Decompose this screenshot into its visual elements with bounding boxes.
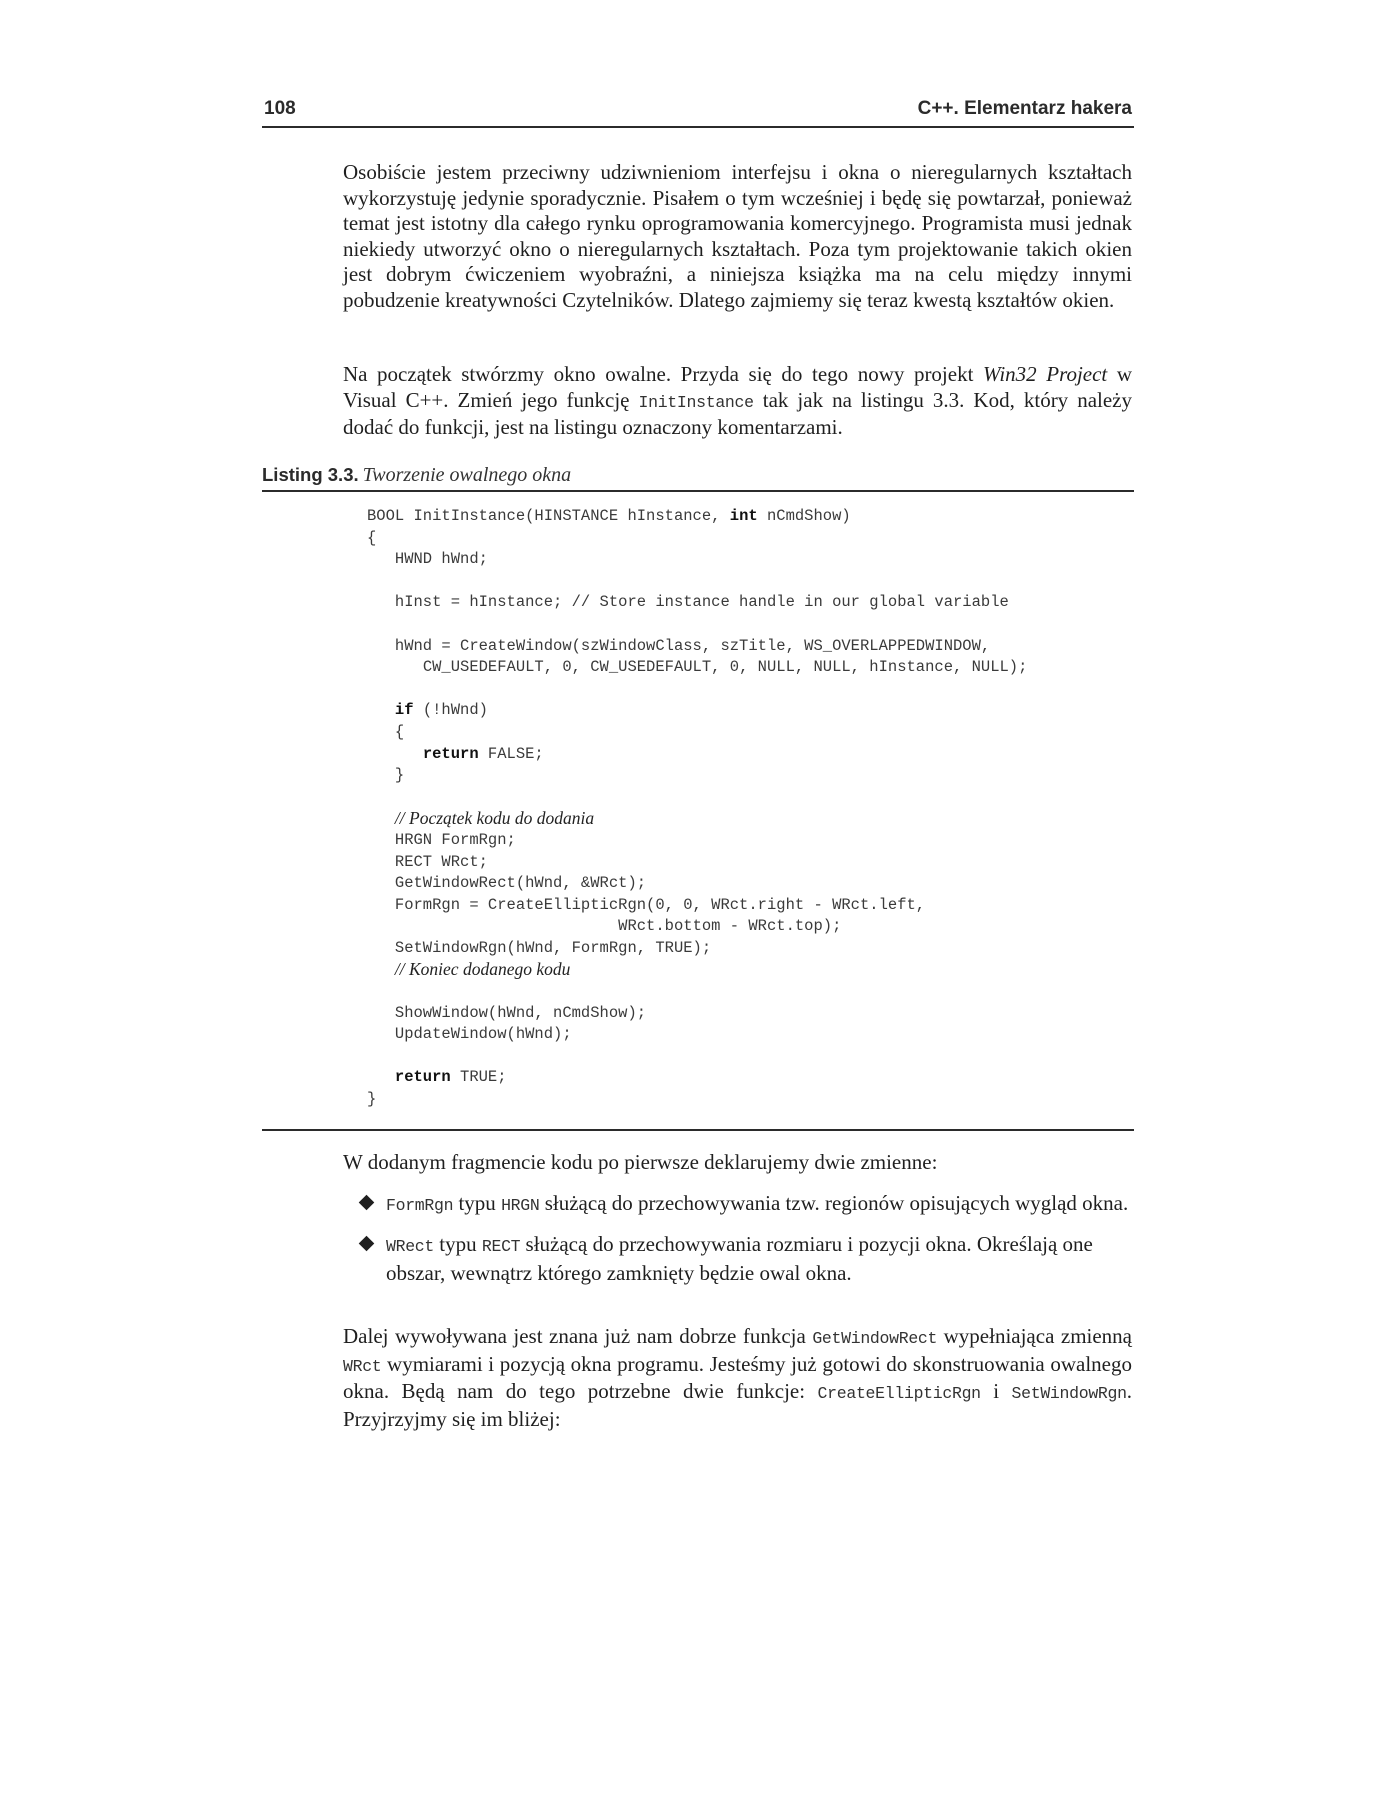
function-name: SetWindowRgn xyxy=(1011,1384,1127,1403)
paragraph-text: Na początek stwórzmy okno owalne. Przyda się do tego nowy projekt xyxy=(343,362,983,386)
code-line xyxy=(367,614,1127,636)
listing-end-rule xyxy=(262,1129,1134,1131)
code-line xyxy=(367,959,1127,981)
code-text: { xyxy=(367,528,377,547)
intro-paragraph: Osobiście jestem przeciwny udziwnieniom interfejsu i okna o nieregularnych kształtach wykorzystuję jedynie sporadycznie. Pisałem o tym wcześniej i będę się powtarzał, ponieważ temat jest istotny dla całego rynku oprogramowania komercyjnego. Programista musi jednak niekiedy utworzyć okno o nieregularnych kształtach. Poza tym projektowanie takich okien jest dobrym ćwiczeniem wyobraźni, a niniejsza książka ma na celu między innymi pobudzenie kreatywności Czytelników. Dlatego zajmiemy się teraz kwestą kształtów okien. xyxy=(343,160,1132,312)
code-line xyxy=(367,916,1127,938)
code-line xyxy=(367,873,1127,895)
function-name: InitInstance xyxy=(638,392,754,412)
diamond-bullet-icon xyxy=(359,1195,375,1211)
code-comment: // Początek kodu do dodania xyxy=(394,808,595,829)
code-listing xyxy=(367,506,1127,1111)
type-name: HRGN xyxy=(501,1196,540,1215)
list-text: służącą do przechowywania rozmiaru i pozycji okna. Określają one obszar, wewnątrz którego zamknięty będzie owal okna. xyxy=(386,1232,1093,1285)
code-text: CW_USEDEFAULT, 0, CW_USEDEFAULT, 0, NULL, NULL, hInstance, NULL); xyxy=(422,658,1028,677)
code-line xyxy=(367,895,1127,917)
project-type-name: Win32 Project xyxy=(983,362,1108,386)
paragraph-text: wypełniająca zmienną xyxy=(937,1324,1132,1348)
code-text: { xyxy=(394,722,405,741)
code-text: UpdateWindow(hWnd); xyxy=(394,1025,572,1044)
code-text: HWND hWnd; xyxy=(394,550,488,569)
type-name: RECT xyxy=(481,1237,521,1256)
book-title: C++. Elementarz hakera xyxy=(917,98,1132,119)
code-line xyxy=(367,528,1127,550)
variable-name: FormRgn xyxy=(386,1196,454,1215)
code-text: (!hWnd) xyxy=(413,701,488,720)
listing-caption xyxy=(262,464,1134,492)
code-line xyxy=(367,830,1127,852)
paragraph-text: wymiarami i pozycją okna programu. Jesteśmy już gotowi do skonstruowania owalnego okna. Będą nam do tego potrzebne dwie funkcje: xyxy=(343,1351,1132,1403)
code-line xyxy=(367,657,1127,679)
code-text: SetWindowRgn(hWnd, FormRgn, TRUE); xyxy=(394,938,712,957)
code-comment: // Koniec dodanego kodu xyxy=(394,959,571,980)
code-text: hWnd = CreateWindow(szWindowClass, szTitle, WS_OVERLAPPEDWINDOW, xyxy=(394,636,991,655)
page-number: 108 xyxy=(264,98,296,119)
diamond-bullet-icon xyxy=(359,1236,375,1252)
variables-intro: W dodanym fragmencie kodu po pierwsze deklarujemy dwie zmienne: xyxy=(343,1150,938,1174)
project-paragraph xyxy=(343,362,1132,441)
code-line xyxy=(367,852,1127,874)
code-line xyxy=(367,700,1127,722)
listing-label: Listing 3.3. xyxy=(262,464,359,485)
paragraph-text: i xyxy=(980,1379,1012,1403)
code-line xyxy=(367,549,1127,571)
code-text: FormRgn = CreateEllipticRgn(0, 0, WRct.right - WRct.left, xyxy=(394,895,926,914)
code-line xyxy=(367,1089,1127,1111)
code-line xyxy=(367,981,1127,1003)
list-item xyxy=(358,1231,1138,1286)
function-name: GetWindowRect xyxy=(812,1329,938,1348)
code-text: } xyxy=(367,1090,377,1109)
code-line xyxy=(367,1046,1127,1068)
list-text: typu xyxy=(434,1232,482,1256)
listing-title: Tworzenie owalnego okna xyxy=(362,464,572,486)
code-line xyxy=(367,744,1127,766)
code-text: nCmdShow) xyxy=(757,507,851,525)
paragraph-text: w Visual C++. Zmień jego funkcję xyxy=(343,362,1133,412)
code-line xyxy=(367,679,1127,701)
code-line xyxy=(367,787,1127,809)
code-line xyxy=(367,1003,1127,1025)
variable-name: WRct xyxy=(343,1356,382,1376)
paragraph-text: . Przyjrzyjmy się im bliżej: xyxy=(343,1379,1132,1431)
code-line xyxy=(367,636,1127,658)
code-line xyxy=(367,808,1127,830)
code-text: WRct.bottom - WRct.top); xyxy=(618,917,842,936)
code-keyword: if xyxy=(394,701,414,720)
code-text: GetWindowRect(hWnd, &WRct); xyxy=(394,874,647,893)
paragraph-text: Dalej wywoływana jest znana już nam dobrze funkcja xyxy=(343,1324,813,1348)
functions-paragraph xyxy=(343,1324,1132,1432)
list-text: typu xyxy=(453,1191,502,1215)
code-text: FALSE; xyxy=(478,744,544,763)
code-line xyxy=(367,592,1127,614)
variable-list xyxy=(358,1190,1138,1298)
list-item xyxy=(358,1190,1138,1219)
code-line xyxy=(367,938,1127,960)
code-text: BOOL InitInstance(HINSTANCE hInstance, xyxy=(367,507,730,525)
variable-name: WRect xyxy=(386,1237,435,1256)
code-text: HRGN FormRgn; xyxy=(394,830,516,849)
code-text: } xyxy=(394,766,405,785)
code-keyword: int xyxy=(729,507,758,525)
code-text: hInst = hInstance; // Store instance handle in our global variable xyxy=(394,593,1009,612)
code-keyword: return xyxy=(394,1068,451,1087)
code-text: TRUE; xyxy=(450,1068,507,1087)
code-keyword: return xyxy=(422,744,479,763)
code-line xyxy=(367,506,1127,528)
code-line xyxy=(367,765,1127,787)
code-line xyxy=(367,722,1127,744)
function-name: CreateEllipticRgn xyxy=(817,1384,981,1403)
code-text: RECT WRct; xyxy=(394,852,488,871)
page-header xyxy=(262,96,1134,128)
paragraph-text: tak jak na listingu 3.3. Kod, który należy dodać do funkcji, jest na listingu oznaczony komentarzami. xyxy=(343,387,1132,439)
list-text: służącą do przechowywania tzw. regionów opisujących wygląd okna. xyxy=(539,1191,1129,1215)
code-line xyxy=(367,1067,1127,1089)
code-line xyxy=(367,1024,1127,1046)
code-text: ShowWindow(hWnd, nCmdShow); xyxy=(394,1003,647,1022)
code-line xyxy=(367,571,1127,593)
